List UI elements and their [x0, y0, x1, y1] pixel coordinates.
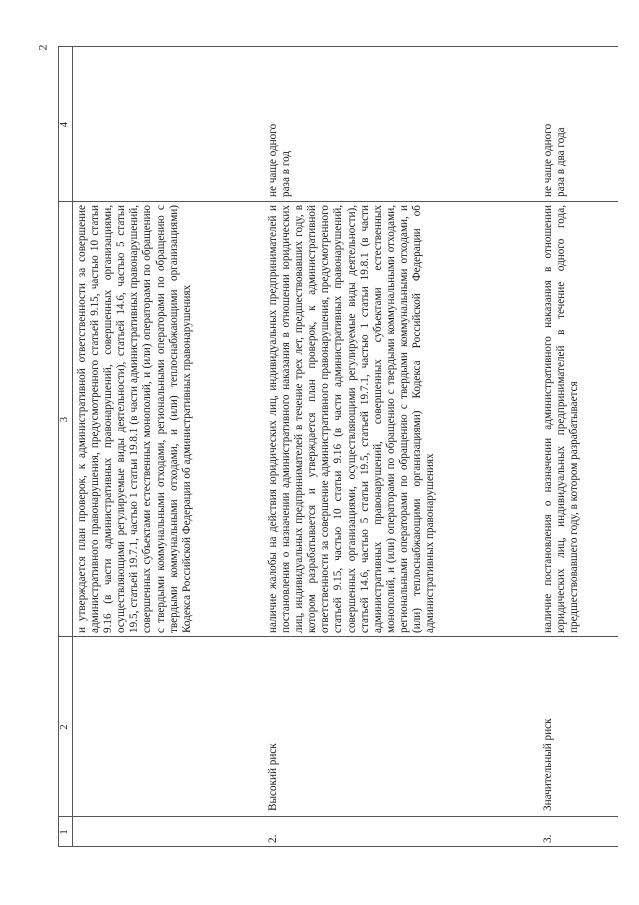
criterion-text: наличие жалобы на действия юридических лиц, индивидуальных предпринимателей и постановления о назначении административного наказания в отношении юридических лиц, индивидуальных предпринимателей в течение трех лет, предшествовавших году, в котором разрабатывается и утверждается план проверок, к административной ответственности за совершение административного правонарушения, предусмотренного статьей 9.15, частью 10 статьи 9.16 (в части административных правонарушений, совершенных организациями, осуществляющими регулируемые виды деятельности), статьей 14.6, частью 5 статьи 19.5, статьей 19.7.1, частью 1 статьи 19.8.1 (в части административных правонарушений, совершенных субъектами естественных монополий, и (или) операторами по обращению с твердыми коммунальными отходами, региональными операторами по обращению с твердыми коммунальными отходами, и (или) теплоснабжающими организациями) Кодекса Российской Федерации об административных правонарушениях	[267, 205, 437, 633]
column-header-2: 2	[59, 724, 70, 730]
check-frequency: не чаще одного раза в два года	[542, 123, 568, 197]
table-border-right	[58, 46, 618, 47]
row-number: 3.	[542, 834, 554, 843]
column-header-3: 3	[59, 416, 70, 423]
column-header-4: 4	[59, 121, 70, 128]
column-header-1: 1	[59, 829, 70, 835]
risk-table	[58, 47, 618, 847]
column-divider	[58, 636, 618, 637]
page-number: 2	[35, 44, 50, 51]
criterion-text: наличие постановления о назначении административного наказания в отношении юридических лиц, индивидуальных предпринимателей в течение одного года, предшествовавшего году, в котором разрабатывается	[542, 205, 581, 633]
check-frequency: не чаще одного раза в год	[267, 123, 293, 197]
criterion-text: и утверждается план проверок, к административной ответственности за совершение административного правонарушения, предусмотренного статьей 9.15, частью 10 статьи 9.16 (в части административных правонарушений, совершенных организациями, осуществляющими регулируемые виды деятельности), статьей 14.6, частью 5 статьи 19.5, статьей 19.7.1, частью 1 статьи 19.8.1 (в части административных правонарушений, совершенных субъектами естественных монополий, и (или) операторами по обращению с твердыми коммунальными отходами, региональными операторами по обращению с твердыми коммунальными отходами, и (или) теплоснабжающими организациями) Кодекса Российской Федерации об административных правонарушениях	[76, 205, 193, 633]
column-divider	[58, 201, 618, 202]
column-divider	[58, 816, 618, 817]
risk-category: Значительный риск	[542, 718, 554, 811]
table-border-left	[58, 846, 618, 847]
header-divider	[72, 47, 73, 847]
risk-category: Высокий риск	[267, 743, 279, 811]
row-number: 2.	[267, 834, 279, 843]
